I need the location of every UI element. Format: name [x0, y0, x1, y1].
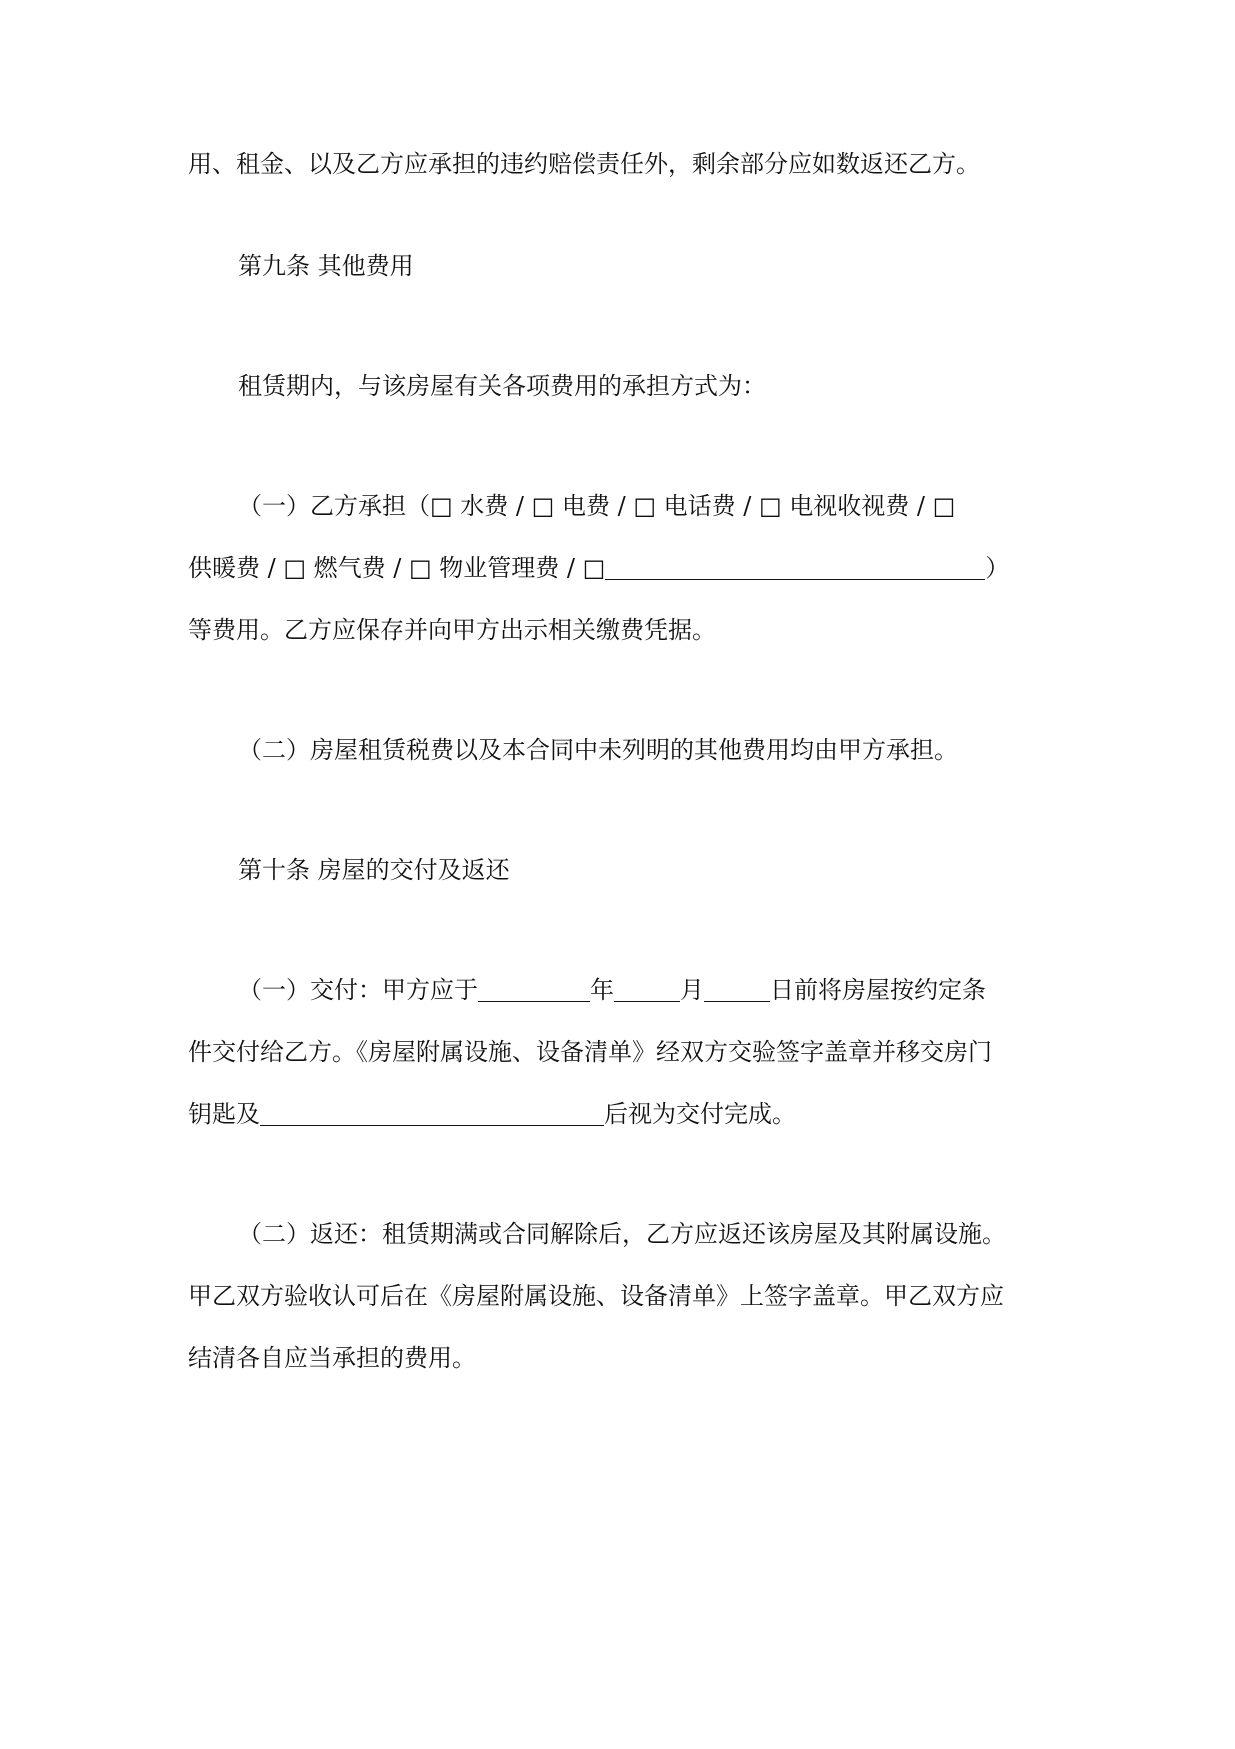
paragraph-text: 件交付给乙方。《房屋附属设施、设备清单》经双方交验签字盖章并移交房门	[188, 1038, 992, 1066]
paragraph-text: （二）返还：租赁期满或合同解除后，乙方应返还该房屋及其附属设施。	[238, 1220, 1006, 1248]
fee-option-water[interactable]: □ 水费 /	[430, 492, 532, 520]
fee-option-telephone[interactable]: □ 电话费 /	[633, 492, 759, 520]
fee-option-tv[interactable]: □ 电视收视费 /	[758, 492, 933, 520]
year-label: 年	[590, 976, 614, 1004]
return-line-2	[188, 1280, 1004, 1312]
tenant-fees-line-2	[188, 552, 1009, 584]
fee-option-heating-checkbox[interactable]: □	[932, 492, 956, 520]
fee-option-gas[interactable]: □ 燃气费 /	[283, 554, 409, 582]
month-label: 月	[680, 976, 704, 1004]
day-suffix: 日前将房屋按约定条	[770, 976, 986, 1004]
article-9-heading	[238, 250, 414, 282]
delivery-line-3	[188, 1098, 796, 1130]
delivery-line-1	[238, 974, 986, 1006]
heading-text: 第九条 其他费用	[238, 252, 414, 280]
article-10-heading	[238, 854, 510, 886]
paragraph-text: 等费用。乙方应保存并向甲方出示相关缴费凭据。	[188, 616, 716, 644]
paragraph-text: （二）房屋租赁税费以及本合同中未列明的其他费用均由甲方承担。	[238, 736, 958, 764]
tenant-fees-line-3	[188, 614, 716, 646]
delivery-items-blank[interactable]	[260, 1101, 604, 1126]
clause-prefix: （一）乙方承担（	[238, 492, 430, 520]
fee-option-electricity[interactable]: □ 电费 /	[531, 492, 634, 520]
clause-suffix: ）	[985, 554, 1010, 582]
return-line-3	[188, 1342, 476, 1374]
other-fee-blank[interactable]	[605, 555, 985, 580]
paragraph-text: 租赁期内，与该房屋有关各项费用的承担方式为：	[238, 372, 766, 400]
heading-text: 第十条 房屋的交付及返还	[238, 856, 510, 884]
paragraph-text: 用、租金、以及乙方应承担的违约赔偿责任外，剩余部分应如数返还乙方。	[188, 150, 980, 178]
tenant-fees-line-1	[238, 490, 955, 522]
clause-prefix: 钥匙及	[188, 1100, 260, 1128]
landlord-fees-paragraph	[238, 734, 958, 766]
clause-suffix: 后视为交付完成。	[604, 1100, 796, 1128]
paragraph-text: 结清各自应当承担的费用。	[188, 1344, 476, 1372]
delivery-line-2	[188, 1036, 992, 1068]
paragraph-text: 甲乙双方验收认可后在《房屋附属设施、设备清单》上签字盖章。甲乙双方应	[188, 1282, 1004, 1310]
fee-option-other-checkbox[interactable]: □	[582, 554, 606, 582]
fee-option-heating: 供暖费 /	[188, 554, 284, 582]
delivery-day-blank[interactable]	[704, 977, 770, 1002]
delivery-month-blank[interactable]	[614, 977, 680, 1002]
fee-option-property-mgmt[interactable]: □ 物业管理费 /	[409, 554, 583, 582]
delivery-year-blank[interactable]	[478, 977, 590, 1002]
return-line-1	[238, 1218, 1006, 1250]
paragraph-continuation	[188, 148, 980, 180]
clause-prefix: （一）交付：甲方应于	[238, 976, 478, 1004]
fees-intro-paragraph	[238, 370, 766, 402]
